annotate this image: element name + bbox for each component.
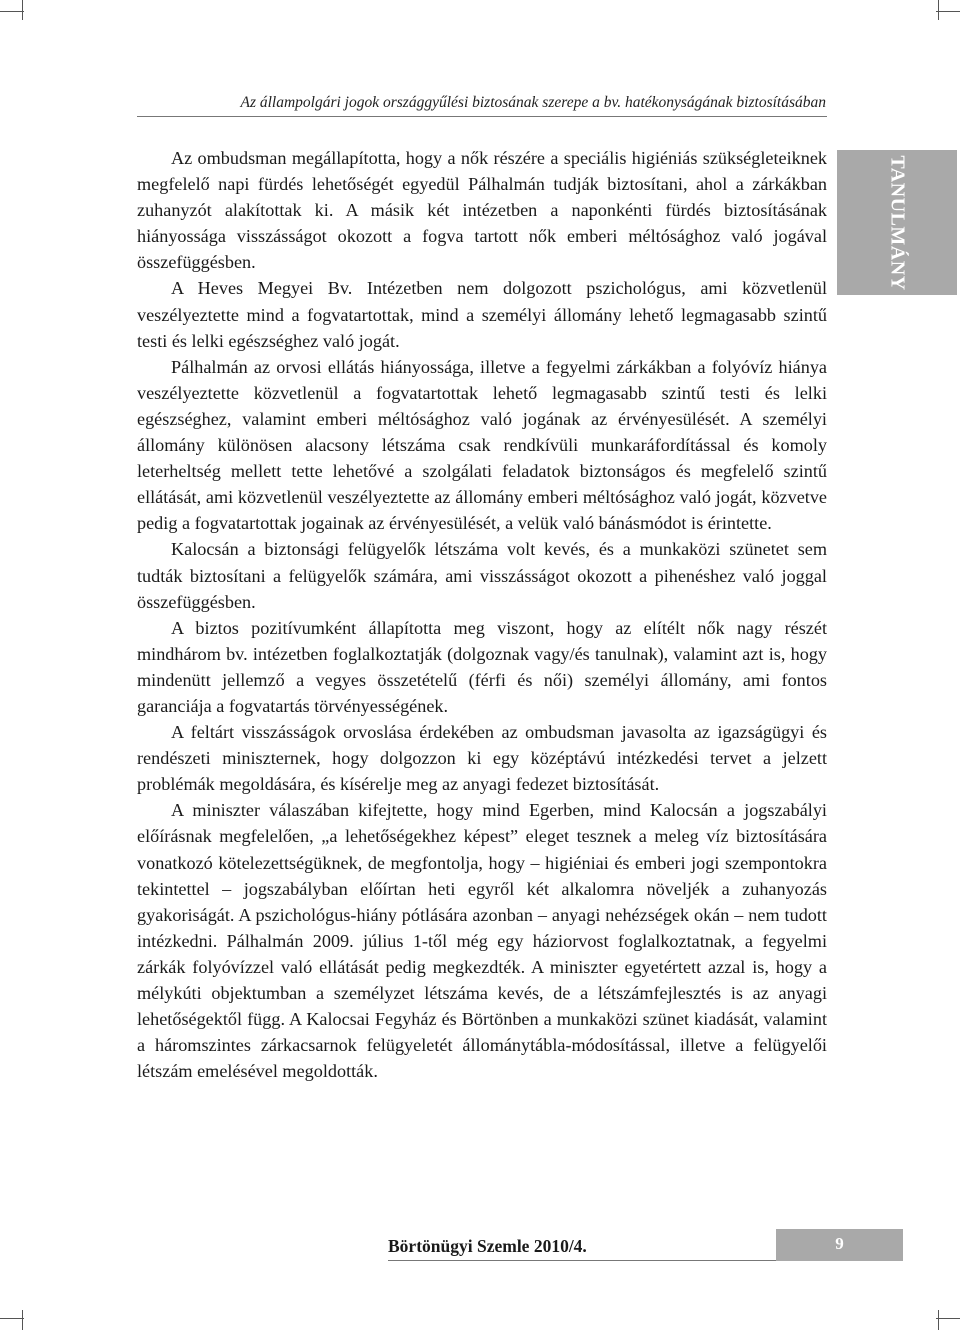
section-tab-label: TANULMÁNY <box>886 154 909 291</box>
page-number-box <box>776 1229 903 1261</box>
paragraph: A biztos pozitívumként állapította meg viszont, hogy az elítélt nők nagy részét mindhárom bv. intézetben foglalkoztatják (dolgoznak vagy/és tanulnak), valamint azt is, hogy mindenütt jellemző a vegyes összetételű (férfi és női) személyi állomány, ami fontos garanciája a fogvatartás törvényességének. <box>137 617 827 716</box>
crop-mark <box>938 0 939 20</box>
crop-mark <box>22 0 23 20</box>
crop-mark <box>936 11 960 12</box>
page-number: 9 <box>835 1234 844 1253</box>
paragraph: Kalocsán a biztonsági felügyelők létszáma volt kevés, és a munkaközi szünetet sem tudták biztosítani a felügyelők számára, ami visszásságot okozott a pihenéshez való joggal összefüggésben. <box>137 539 827 612</box>
running-header: Az állampolgári jogok országgyűlési biztosának szerepe a bv. hatékonyságának biztosításában <box>240 94 826 111</box>
paragraph: A feltárt visszásságok orvoslása érdekében az ombudsman javasolta az igazságügyi és rendészeti miniszternek, hogy dolgozzon ki egy középtávú intézkedési tervet a jelzett problémák megoldására, és kísérelje meg az anyagi fedezet biztosítását. <box>137 722 827 795</box>
journal-title: Börtönügyi Szemle 2010/4. <box>388 1236 587 1256</box>
header-rule <box>137 116 827 117</box>
crop-mark <box>22 1310 23 1330</box>
section-tab <box>837 150 957 295</box>
paragraph: A miniszter válaszában kifejtette, hogy mind Egerben, mind Kalocsán a jogszabályi előírásnak megfelelően, „a lehetőségekhez képest” eleget tesznek a meleg víz biztosítására vonatkozó kötelezettségüknek, de megfontolja, hogy – higiéniai és emberi jogi szempontokra tekintettel – jogszabályban előírtan heti egyről két alkalomra növeljék a zuhanyozás gyakoriságát. A pszichológus-hiány pótlására azonban – anyagi nehézségek okán – nem tudott intézkedni. Pálhalmán 2009. július 1-től még egy háziorvost foglalkoztatnak, a fegyelmi zárkák folyóvízzel való ellátását pedig megkezdték. A miniszter egyetértett azzal is, hogy a mélykúti objektumban a személyzet létszáma kevés, de a létszámfejlesztés is az anyagi lehetőségektől függ. A Kalocsai Fegyház és Börtönben a munkaközi szünet kiadását, valamint a háromszintes zárkacsarnok felügyeletét állománytábla-módosítással, illetve a felügyelői létszám emelésével megoldották. <box>137 800 827 1082</box>
crop-mark <box>0 11 24 12</box>
crop-mark <box>936 1318 960 1319</box>
crop-mark <box>0 1318 24 1319</box>
paragraph: A Heves Megyei Bv. Intézetben nem dolgozott pszichológus, ami közvetlenül veszélyeztette mind a fogvatartottak, mind a személyi állomány lehető legmagasabb szintű testi és lelki egészséghez való jogát. <box>137 278 827 351</box>
paragraph: Az ombudsman megállapította, hogy a nők részére a speciális higiéniás szükségleteiknek megfelelő napi fürdés lehetőségét egyedül Pálhalmán tudják biztosítani, ahol a zárkákban zuhanyzót alakítottak ki. A másik két intézetben a naponkénti fürdés biztosításának hiányossága visszásságot okozott a fogva tartott nők emberi méltósághoz való jogával összefüggésben. <box>137 148 827 273</box>
paragraph: Pálhalmán az orvosi ellátás hiányossága, illetve a fegyelmi zárkákban a folyóvíz hiánya veszélyeztette közvetlenül a fogvatartottak lehető legmagasabb szintű testi és lelki egészséghez, valamint emberi méltósághoz való jogának az érvényesülését. A személyi állomány különösen alacsony létszáma csak rendkívüli munkaráfordítással és komoly leterheltség mellett tette lehetővé a szolgálati feladatok biztonságos és megfelelő szintű ellátását, ami közvetlenül veszélyeztette az állomány emberi méltósághoz való jogát, közvetve pedig a fogvatartottak jogainak az érvényesülését, a velük való bánásmódot is érintette. <box>137 356 827 534</box>
article-body <box>137 145 827 1084</box>
footer-rule <box>388 1260 776 1261</box>
crop-mark <box>938 1310 939 1330</box>
